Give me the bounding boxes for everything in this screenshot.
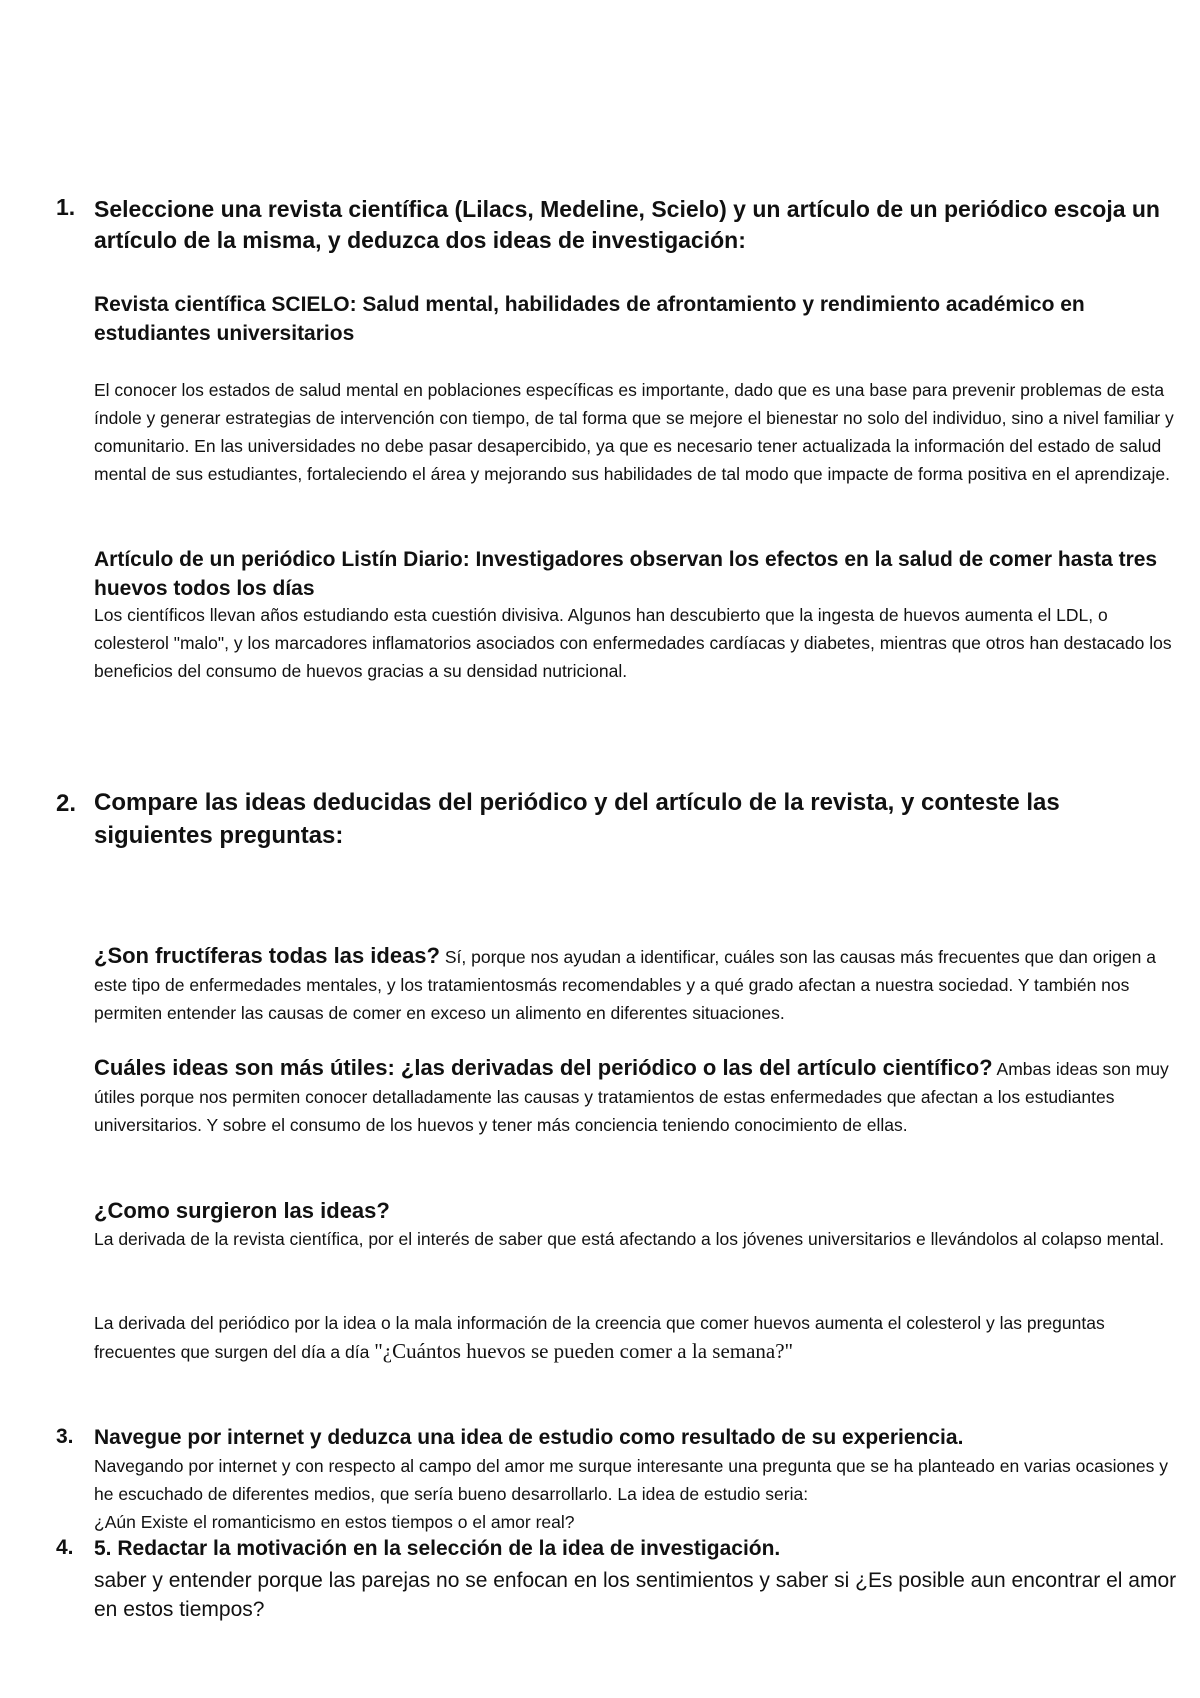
- section-1-heading: Seleccione una revista científica (Lilacs, Medeline, Scielo) y un artículo de un periódico escoja un artículo de la misma, y deduzca dos ideas de investigación:: [94, 196, 1160, 253]
- answer-utiles: [94, 1054, 1174, 1139]
- journal-title: Revista científica SCIELO: Salud mental, habilidades de afrontamiento y rendimiento académico en estudiantes universitarios: [94, 293, 1085, 345]
- answer-fructiferas: [94, 942, 1174, 1027]
- newspaper-text: Los científicos llevan años estudiando esta cuestión divisiva. Algunos han descubierto que la ingesta de huevos aumenta el LDL, o colesterol "malo", y los marcadores inflamatorios asociados con enfermedades cardíacas y diabetes, mientras que otros han destacado los beneficios del consumo de huevos gracias a su densidad nutricional.: [94, 605, 1172, 681]
- answer-surgieron-2: [94, 1309, 1184, 1366]
- section-1-number: 1.: [56, 194, 76, 220]
- section-3-question: ¿Aún Existe el romanticismo en estos tiempos o el amor real?: [94, 1512, 575, 1532]
- section-3-heading: Navegue por internet y deduzca una idea de estudio como resultado de su experiencia.: [94, 1426, 964, 1449]
- section-4-heading: 5. Redactar la motivación en la selección de la idea de investigación.: [94, 1537, 781, 1560]
- answer-fructiferas-text: Sí, porque nos ayudan a identificar, cuáles son las causas más frecuentes que dan origen a este tipo de enfermedades mentales, y los tratamientosmás recomendables y a qué grado afectan a nuestra sociedad. Y también nos permiten entender las causas de comer en exceso un alimento en diferentes situaciones.: [94, 947, 1157, 1023]
- answer-surgieron-1: La derivada de la revista científica, por el interés de saber que está afectando a los jóvenes universitarios e llevándolos al colapso mental.: [94, 1229, 1165, 1249]
- newspaper-title: Artículo de un periódico Listín Diario: Investigadores observan los efectos en la salud de comer hasta tres huevos todos los días: [94, 548, 1158, 600]
- section-4-number: 4.: [56, 1536, 74, 1559]
- section-4-text: saber y entender porque las parejas no se enfocan en los sentimientos y saber si ¿Es posible aun encontrar el amor en estos tiempos?: [94, 1569, 1177, 1621]
- answer-surgieron-quote: "¿Cuántos huevos se pueden comer a la semana?": [374, 1339, 794, 1363]
- question-fructiferas: ¿Son fructíferas todas las ideas?: [94, 943, 440, 968]
- section-2-heading: Compare las ideas deducidas del periódico y del artículo de la revista, y conteste las siguientes preguntas:: [94, 789, 1060, 849]
- section-2-number: 2.: [56, 790, 77, 817]
- answer-utiles-text: Ambas ideas son muy útiles porque nos permiten conocer detalladamente las causas y tratamientos de estas enfermedades que afectan a los estudiantes universitarios. Y sobre el consumo de los huevos y tener más conciencia teniendo conocimiento de ellas.: [94, 1059, 1169, 1135]
- section-3-text: Navegando por internet y con respecto al campo del amor me surque interesante una pregunta que se ha planteado en varias ocasiones y he escuchado de diferentes medios, que sería bueno desarrollarlo. La idea de estudio seria:: [94, 1456, 1169, 1504]
- question-surgieron: ¿Como surgieron las ideas?: [94, 1198, 390, 1223]
- question-utiles: Cuáles ideas son más útiles: ¿las derivadas del periódico o las del artículo científico?: [94, 1055, 993, 1080]
- journal-text: El conocer los estados de salud mental en poblaciones específicas es importante, dado que es una base para prevenir problemas de esta índole y generar estrategias de intervención con tiempo, de tal forma que se mejore el bienestar no solo del individuo, sino a nivel familiar y comunitario. En las universidades no debe pasar desapercibido, ya que es necesario tener actualizada la información del estado de salud mental de sus estudiantes, fortaleciendo el área y mejorando sus habilidades de tal modo que impacte de forma positiva en el aprendizaje.: [94, 380, 1174, 484]
- answer-surgieron-2-text: La derivada del periódico por la idea o la mala información de la creencia que comer huevos aumenta el colesterol y las preguntas frecuentes que surgen del día a día: [94, 1313, 1105, 1362]
- section-3-number: 3.: [56, 1425, 74, 1448]
